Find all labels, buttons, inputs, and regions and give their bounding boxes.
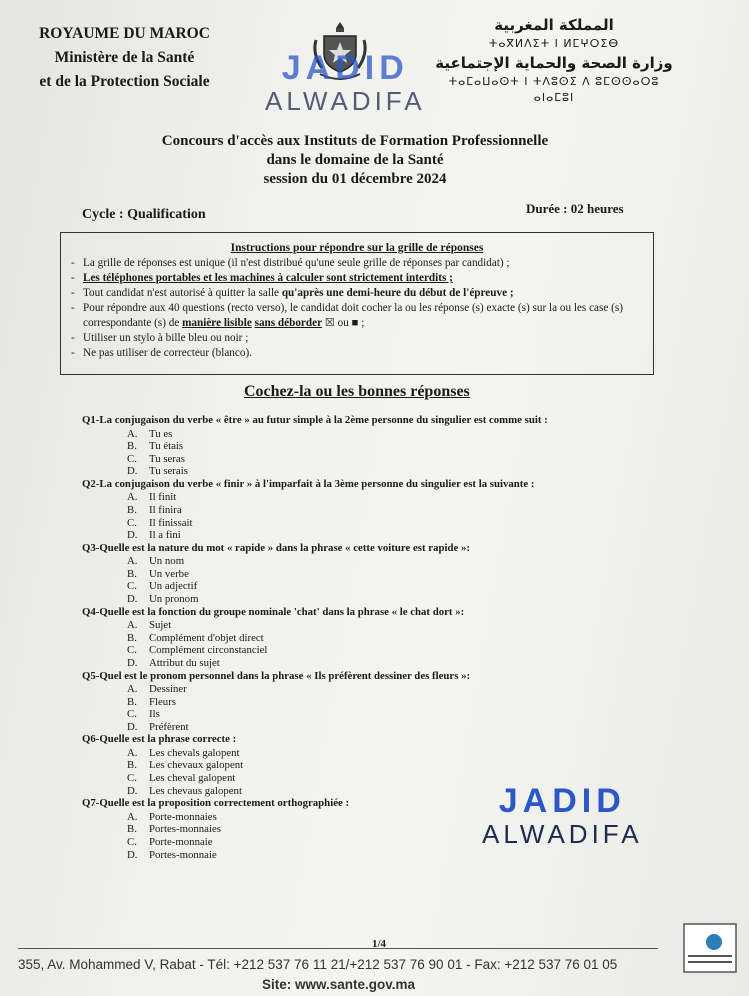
title-line-2: dans le domaine de la Santé (266, 152, 444, 168)
answer-option (82, 683, 682, 696)
option-text: Fleurs (149, 695, 176, 708)
section-subtitle: Cochez-la ou les bonnes réponses (244, 383, 470, 400)
header-kingdom-tifinagh: ⵜⴰⴳⵍⴷⵉⵜ ⵏ ⵍⵎⵖⵔⵉⴱ (488, 37, 620, 50)
option-letter: B. (127, 759, 137, 772)
answer-option (82, 708, 682, 721)
watermark-brand-sub: ALWADIFA (265, 86, 426, 116)
answer-option (82, 428, 682, 441)
instruction-text: Les téléphones portables et les machines à calculer sont strictement interdits ; (83, 272, 453, 284)
answer-option (82, 849, 682, 862)
option-letter: A. (127, 746, 138, 759)
option-letter: C. (127, 835, 137, 848)
option-letter: A. (127, 683, 138, 695)
option-letter: D. (127, 784, 138, 797)
instructions-list (71, 256, 643, 361)
option-text: Un pronom (149, 593, 199, 606)
option-letter: D. (127, 656, 138, 669)
instruction-item (71, 286, 643, 301)
instruction-text-bold: sans déborder (254, 317, 323, 329)
option-text: Porte-monnaies (149, 810, 217, 823)
option-text: Il a fini (149, 529, 181, 542)
answer-option (82, 657, 682, 670)
answer-option (82, 491, 682, 504)
instruction-item (71, 256, 643, 271)
watermark-bottom (482, 783, 643, 849)
answer-option (82, 619, 682, 632)
option-letter: C. (127, 708, 137, 721)
option-letter: D. (127, 720, 138, 733)
header-ministry-2: et de la Protection Sociale (39, 73, 210, 90)
option-letter: A. (127, 555, 138, 568)
ministry-logo-icon (680, 920, 740, 976)
option-letter: A. (127, 491, 138, 504)
watermark-brand: JADID (281, 49, 409, 87)
footer-address: 355, Av. Mohammed V, Rabat - Tél: +212 537 76 11 21/+212 537 76 90 01 - Fax: +212 537 76 01 05 (18, 957, 618, 972)
footer-divider (18, 948, 658, 949)
option-letter: C. (127, 644, 137, 657)
header-ministry-arabic: وزارة الصحة والحماية الإجتماعية (435, 54, 673, 72)
option-text: Il finissait (149, 516, 193, 529)
answer-option (82, 568, 682, 581)
option-letter: C. (127, 580, 137, 593)
option-letter: C. (127, 772, 137, 785)
question-text: Q5-Quel est le pronom personnel dans la phrase « Ils préfèrent dessiner des fleurs »: (82, 669, 471, 682)
option-text: Préfèrent (149, 720, 189, 733)
option-letter: D. (127, 465, 138, 478)
answer-option (82, 593, 682, 606)
header-ministry-tifinagh: ⵜⴰⵎⴰⵡⴰⵙⵜ ⵏ ⵜⴷⵓⵙⵉ ⴷ ⵓⵎⵙⵙⴰⵔⵓ ⴰⵏⴰⵎⵓⵏ (448, 75, 660, 104)
option-letter: A. (127, 427, 138, 440)
answer-option (82, 440, 682, 453)
option-letter: B. (127, 567, 137, 580)
answer-option (82, 453, 682, 466)
option-letter: D. (127, 848, 138, 861)
instruction-text: Pour répondre aux 40 questions (recto verso), le candidat doit cocher la ou les réponse (s) exacte (s) sur la ou les case (s) correspondante (s) de (83, 302, 623, 329)
option-letter: B. (127, 823, 137, 836)
instructions-box (60, 232, 654, 375)
option-letter: D. (127, 593, 138, 606)
answer-option (82, 555, 682, 568)
option-letter: B. (127, 695, 137, 708)
question-block (82, 478, 682, 542)
answer-option (82, 759, 682, 772)
option-text: Sujet (149, 619, 172, 632)
option-letter: D. (127, 529, 138, 542)
option-text: Attribut du sujet (149, 656, 220, 669)
question-text: Q1-La conjugaison du verbe « être » au futur simple à la 2ème personne du singulier est comme suit : (82, 414, 548, 426)
instruction-text: Ne pas utiliser de correcteur (blanco). (83, 347, 252, 359)
option-text: Les chevaus galopent (149, 784, 242, 797)
answer-option (82, 721, 682, 734)
option-text: Tu es (149, 427, 173, 440)
question-text: Q4-Quelle est la fonction du groupe nominale 'chat' dans la phrase « le chat dort »: (82, 605, 465, 618)
option-letter: B. (127, 440, 137, 453)
option-text: Porte-monnaie (149, 835, 213, 848)
title-line-3: session du 01 décembre 2024 (263, 171, 447, 187)
page-number: 1/4 (372, 938, 387, 950)
answer-option (82, 644, 682, 657)
option-text: Complément circonstanciel (149, 644, 268, 657)
question-text: Q2-La conjugaison du verbe « finir » à l'imparfait à la 3ème personne du singulier est la suivante : (82, 477, 535, 490)
instruction-item (71, 331, 643, 346)
footer-site: Site: www.sante.gov.ma (262, 977, 416, 992)
option-letter: A. (127, 619, 138, 632)
option-text: Un verbe (149, 567, 189, 580)
instruction-text-bold: manière lisible (182, 317, 252, 329)
question-block (82, 606, 682, 670)
option-letter: C. (127, 516, 137, 529)
option-letter: B. (127, 631, 137, 644)
option-text: Tu seras (149, 452, 185, 465)
answer-option (82, 632, 682, 645)
watermark-brand-sub: ALWADIFA (482, 819, 643, 849)
option-text: Portes-monnaies (149, 823, 221, 836)
instruction-text: ☒ ou ■ ; (322, 317, 365, 329)
question-text: Q3-Quelle est la nature du mot « rapide » dans la phrase « cette voiture est rapide »: (82, 541, 470, 554)
instruction-text: La grille de réponses est unique (il n'est distribué qu'une seule grille de réponses par candidat) ; (83, 257, 510, 269)
option-text: Complément d'objet direct (149, 631, 264, 644)
answer-option (82, 747, 682, 760)
answer-option (82, 504, 682, 517)
answer-option (82, 517, 682, 530)
title-line-1: Concours d'accès aux Instituts de Formation Professionnelle (161, 133, 549, 149)
question-block (82, 542, 682, 606)
instruction-item (71, 301, 643, 331)
option-text: Tu serais (149, 465, 188, 478)
duration-label: Durée : 02 heures (526, 201, 624, 216)
exam-title (120, 132, 590, 189)
cycle-label: Cycle : Qualification (82, 207, 206, 222)
option-text: Dessiner (149, 683, 187, 695)
option-text: Il finira (149, 503, 182, 516)
option-text: Les chevaux galopent (149, 759, 244, 772)
instruction-text-bold: qu'après une demi-heure du début de l'épreuve ; (281, 287, 514, 299)
option-letter: B. (127, 503, 137, 516)
option-letter: A. (127, 810, 138, 823)
question-text: Q6-Quelle est la phrase correcte : (82, 733, 237, 746)
answer-option (82, 580, 682, 593)
option-text: Les cheval galopent (149, 772, 236, 785)
header-kingdom-arabic: المملكة المغربية (494, 16, 614, 34)
question-text: Q7-Quelle est la proposition correctement orthographiée : (82, 797, 350, 810)
answer-option (82, 696, 682, 709)
question-block (82, 670, 682, 734)
header-ministry: Ministère de la Santé (54, 49, 195, 66)
option-text: Il finit (149, 491, 177, 504)
question-block (82, 414, 682, 478)
watermark-brand: JADID (498, 782, 626, 820)
instructions-heading: Instructions pour répondre sur la grille de réponses (230, 242, 484, 254)
option-text: Un nom (149, 555, 185, 568)
option-text: Portes-monnaie (149, 848, 217, 861)
answer-option (82, 529, 682, 542)
instruction-text: Tout candidat n'est autorisé à quitter la salle (83, 287, 282, 299)
option-text: Ils (149, 708, 160, 721)
header-arabic (429, 14, 679, 106)
header-french (22, 22, 227, 94)
header-kingdom: ROYAUME DU MAROC (39, 25, 210, 42)
instruction-item (71, 346, 643, 361)
watermark-top (265, 50, 426, 116)
instruction-text: Utiliser un stylo à bille bleu ou noir ; (83, 332, 249, 344)
option-text: Un adjectif (149, 580, 198, 593)
option-text: Tu étais (149, 440, 184, 453)
option-letter: C. (127, 452, 137, 465)
instruction-item (71, 271, 643, 286)
option-text: Les chevals galopent (149, 746, 240, 759)
answer-option (82, 465, 682, 478)
